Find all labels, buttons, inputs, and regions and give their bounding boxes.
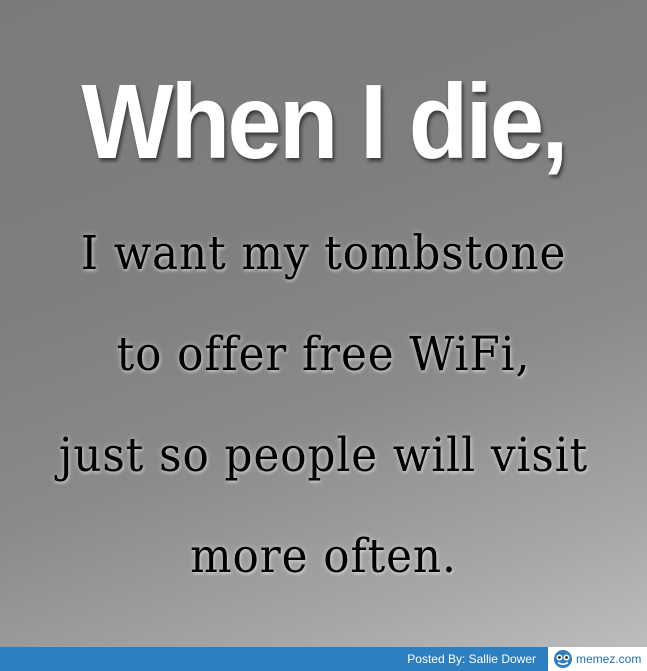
footer-bar	[0, 647, 647, 671]
meme-line-2: to offer free WiFi,	[116, 327, 531, 382]
meme-line-1: I want my tombstone	[80, 226, 567, 281]
memez-logo-icon	[552, 649, 574, 669]
memez-brand-text: memez.com	[576, 652, 642, 666]
memez-brand-link[interactable]	[548, 647, 647, 671]
meme-headline: When I die,	[81, 63, 566, 181]
meme-line-3: just so people will visit	[58, 428, 589, 483]
posted-by-text: Posted By: Sallie Dower	[407, 652, 536, 666]
meme-line-4: more often.	[190, 529, 457, 584]
